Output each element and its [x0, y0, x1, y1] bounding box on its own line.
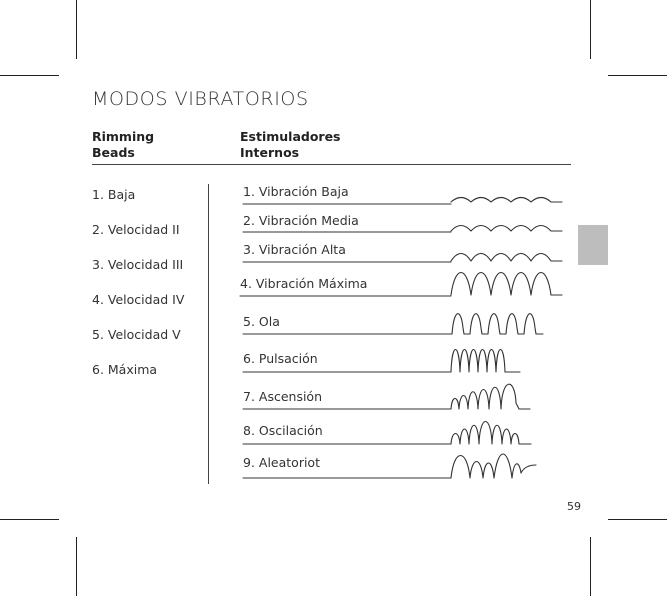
rimming-header-line1: Rimming [92, 129, 155, 144]
wave-ascension-icon [243, 384, 530, 409]
rimming-mode-item: 5. Velocidad V [92, 327, 181, 342]
stimulator-mode-label: 4. Vibración Máxima [240, 276, 368, 291]
rimming-mode-item: 4. Velocidad IV [92, 292, 185, 307]
stimulator-mode-label: 2. Vibración Media [243, 213, 359, 228]
stimulator-mode-label: 8. Oscilación [243, 423, 323, 438]
stimulator-mode-label: 9. Aleatoriot [243, 455, 320, 470]
wave-pulse-icon [243, 350, 520, 373]
section-tab-marker [578, 225, 608, 265]
wave-low-icon [243, 198, 562, 205]
stimulator-mode-label: 5. Ola [243, 314, 280, 329]
wave-ola-icon [243, 314, 543, 334]
rimming-mode-item: 6. Máxima [92, 362, 158, 377]
rimming-mode-item: 2. Velocidad II [92, 222, 180, 237]
wave-medium-icon [243, 226, 562, 233]
wave-random-icon [243, 454, 536, 478]
wave-high-icon [243, 254, 562, 263]
wave-oscillation-icon [243, 422, 531, 445]
stimulator-mode-label: 1. Vibración Baja [243, 184, 349, 199]
stimulator-mode-label: 6. Pulsación [243, 351, 318, 366]
rimming-mode-item: 1. Baja [92, 187, 136, 202]
rimming-header-line2: Beads [92, 145, 135, 160]
stimulators-header-line1: Estimuladores [240, 129, 341, 144]
stimulators-header-line2: Internos [240, 145, 300, 160]
rimming-mode-item: 3. Velocidad III [92, 257, 184, 272]
stimulator-mode-label: 3. Vibración Alta [243, 242, 346, 257]
stimulator-mode-label: 7. Ascensión [243, 389, 323, 404]
page-number: 59 [567, 500, 581, 513]
wave-maximum-icon [240, 273, 562, 297]
page-title: MODOS VIBRATORIOS [92, 88, 309, 110]
